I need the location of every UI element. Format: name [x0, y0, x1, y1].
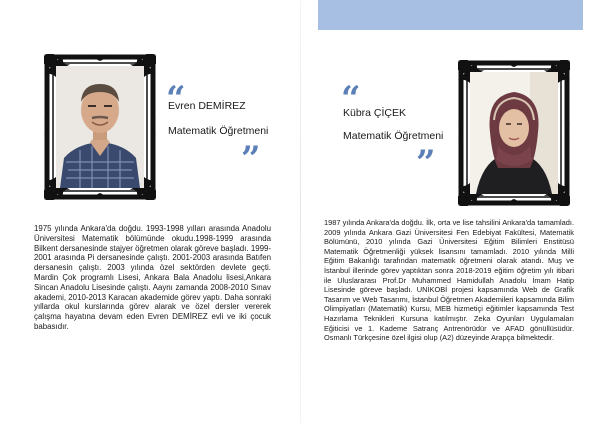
left-teacher-name: Evren DEMİREZ: [168, 100, 246, 112]
right-teacher-role: Matematik Öğretmeni: [343, 130, 444, 142]
left-teacher-role: Matematik Öğretmeni: [168, 125, 269, 137]
left-photo-frame: [44, 54, 156, 200]
right-biography: 1987 yılında Ankara'da doğdu. İlk, orta ve lise tahsilini Ankara'da tamamladı. 2009 yılında Ankara Gazi Üniversitesi Fen Edebiyat Fakültesi, Matematik Bölümünü, 2010 yılında Gazi Üniversitesi Eğitim Bilimleri Enstitüsü Matematik Öğretmenliği yüksek lisansını tamamladı. 2010 yılında Milli Eğitim Bakanlığı tarafından matematik öğretmeni olarak atandı. Muş ve İstanbul illerinde görev yaptıktan sonra 2018-2019 eğitim öğretim yılı itibari ile Uluslararası Prof.Dr Muhammed Hamidullah Anadolu İmam Hatip Lisesinde göreve başladı. UNİKOBİ projesi kapsamında Web de Grafik Tasarım ve Web Tasarımı, İstanbul Öğretmen Akademileri kapsamında Bilim Olimpiyatları (Matematik) Kursu, MEB hizmetiçi eğitimler kapsamında Test Hazırlama Teknikleri Kursuna katılmıştır. Zeka Oyunları Uygulamaları Eğiticisi ve 1. Kademe Satranç Antrenörüdür ve AFAD gönüllüsüdür. Osmanlı Türkçesine özel ilgisi olup (A2) düzeyinde Arapça bilmektedir.: [324, 218, 574, 343]
right-open-quote: “: [341, 79, 361, 119]
right-close-quote: ”: [416, 143, 436, 183]
left-biography: 1975 yılında Ankara'da doğdu. 1993-1998 yılları arasında Anadolu Üniversitesi Matematik bölümünde okudu.1998-1999 arasında Bilkent dersanesinde stajyer öğretmen olarak göreve başladı. 1999-2001 arasında Pi dersanesinde çalıştı. 2001-2003 arasında Batıfen dersanesin çalıştı. 2003 yılında özel sektörden devlete geçti. Mardin Çok programlı Lisesi, Ankara Bala Anadolu lisesi,Ankara Sincan Anadolu Lisesinde çalıştı. Aaynı zamanda 2008-2010 Sınav akademi, 2010-2013 Karacan akademide görev yaptı. Daha sonraki yıllarda okul kurslarında görev alarak ve özel dersler vererek çalışma hayatına devam eden Evren DEMİREZ evli ve iki çocuk babasıdır.: [34, 224, 271, 331]
left-open-quote: “: [166, 79, 186, 119]
top-accent-bar: [318, 0, 583, 30]
left-close-quote: ”: [241, 139, 261, 179]
page-gutter: [300, 0, 301, 424]
profile-photo-woman: [470, 72, 558, 194]
profile-photo-man: [56, 66, 144, 188]
right-teacher-name: Kübra ÇİÇEK: [343, 107, 407, 119]
right-photo-frame: [458, 60, 570, 206]
